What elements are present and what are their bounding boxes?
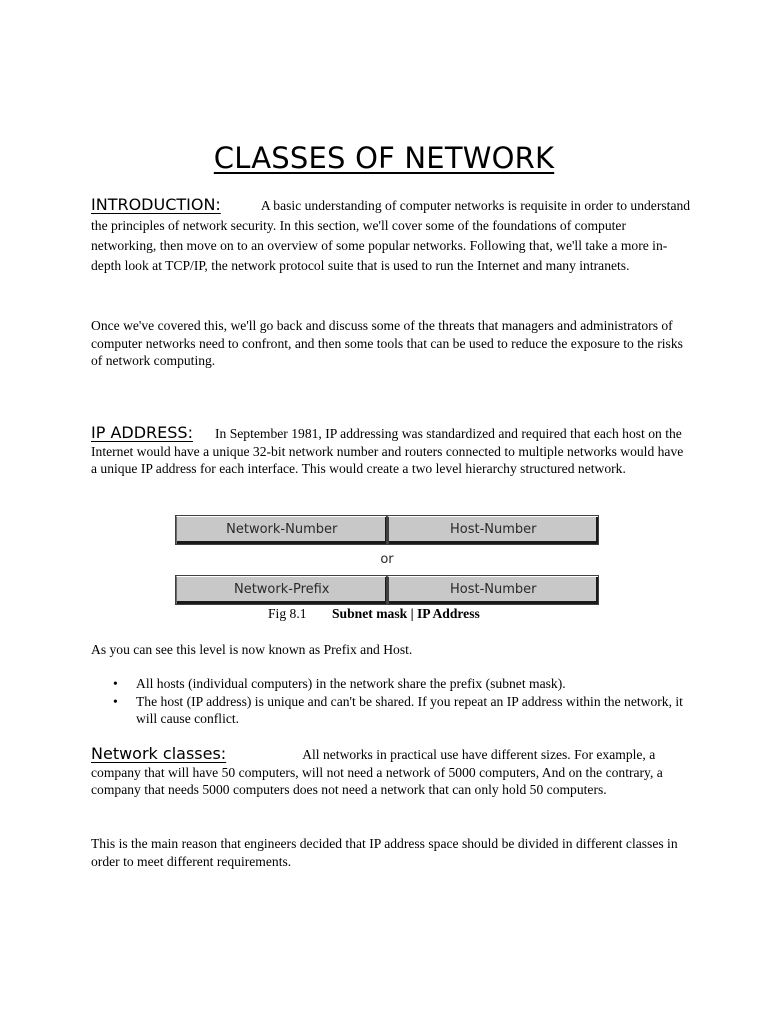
diagram-or-label: or xyxy=(380,552,394,567)
network-classes-paragraph-1: All networks in practical use have different sizes. For example, a company that will have 50 computers, will not need a network of 5000 computers, And on the contrary, a company that needs 5000 computers does not need a network that can only hold 50 computers. xyxy=(91,747,663,797)
introduction-section xyxy=(91,195,691,276)
diagram-network-number: Network-Number xyxy=(176,516,387,544)
figure-caption xyxy=(268,606,480,622)
network-classes-heading: Network classes: xyxy=(91,744,227,763)
page-title: CLASSES OF NETWORK xyxy=(213,141,555,175)
ip-address-paragraph: In September 1981, IP addressing was standardized and required that each host on the Internet would have a unique 32-bit network number and routers connected to multiple networks would have a unique IP address for each interface. This would create a two level hierarchy structured network. xyxy=(91,426,684,476)
diagram-host-number-top: Host-Number xyxy=(387,516,599,544)
diagram-network-prefix: Network-Prefix xyxy=(176,576,387,604)
introduction-paragraph-2: Once we've covered this, we'll go back and discuss some of the threats that managers and administrators of computer networks need to confront, and then some tools that can be used to reduce the exposure to the risks of network computing. xyxy=(91,318,683,368)
bullet-item: • The host (IP address) is unique and can't be shared. If you repeat an IP address within the network, it will cause conflict. xyxy=(113,693,683,726)
bullet-icon: • xyxy=(113,693,118,709)
figure-number: Fig 8.1 xyxy=(268,606,307,621)
ip-address-heading: IP ADDRESS: xyxy=(91,423,193,442)
network-classes-paragraph-2: This is the main reason that engineers decided that IP address space should be divided in different classes in order to meet different requirements. xyxy=(91,836,678,869)
figure-caption-text: Subnet mask | IP Address xyxy=(332,606,480,621)
diagram-bar-bottom xyxy=(176,576,598,604)
introduction-paragraph-1: A basic understanding of computer networks is requisite in order to understand the principles of network security. In this section, we'll cover some of the foundations of computer networking, then move on to an overview of some popular networks. Following that, we'll take a more in-depth look at TCP/IP, the network protocol suite that is used to run the Internet and many intranets. xyxy=(91,198,691,273)
diagram-bar-top xyxy=(176,516,598,544)
bullet-item: • All hosts (individual computers) in the network share the prefix (subnet mask). xyxy=(113,676,566,691)
diagram-host-number-bottom: Host-Number xyxy=(387,576,599,604)
network-classes-section xyxy=(91,745,691,799)
ip-address-diagram xyxy=(176,516,598,606)
prefix-host-paragraph: As you can see this level is now known as Prefix and Host. xyxy=(91,642,413,657)
introduction-heading: INTRODUCTION: xyxy=(91,195,221,214)
bullet-list xyxy=(91,675,691,728)
bullet-icon: • xyxy=(113,676,118,691)
ip-address-section xyxy=(91,424,691,478)
